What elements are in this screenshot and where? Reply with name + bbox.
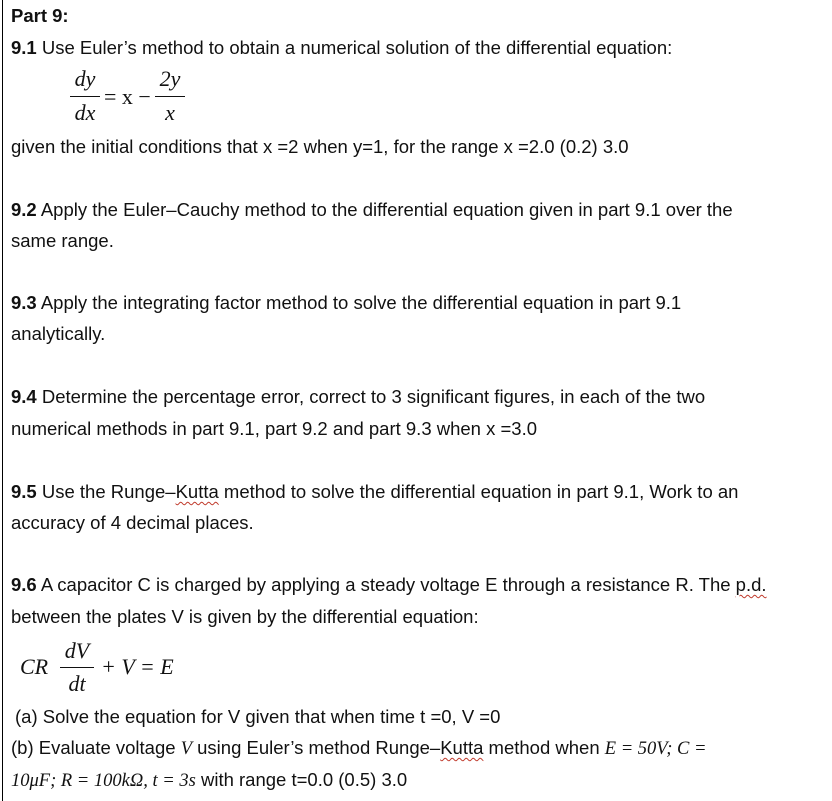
math-expression: 10μF; R = 100kΩ, t = 3s bbox=[11, 771, 196, 791]
fraction-bar bbox=[70, 96, 100, 97]
question-9-1-given: given the initial conditions that x =2 when y=1, for the range x =2.0 (0.2) 3.0 bbox=[11, 136, 629, 157]
question-number: 9.2 bbox=[11, 199, 37, 220]
fraction-bar bbox=[155, 96, 185, 97]
part-title: Part 9: bbox=[11, 5, 69, 26]
question-text: using Euler’s method Runge– bbox=[192, 737, 441, 758]
question-9-2-line1 bbox=[11, 198, 733, 222]
question-9-1 bbox=[11, 36, 672, 60]
spellcheck-word: Kutta bbox=[440, 737, 484, 758]
math-variable: V bbox=[180, 739, 192, 759]
equation-right: + V = E bbox=[101, 654, 174, 679]
fraction-numerator: 2y bbox=[159, 66, 181, 91]
question-text: Use Euler’s method to obtain a numerical solution of the differential equation: bbox=[36, 37, 673, 58]
fraction-numerator: dV bbox=[64, 638, 90, 663]
question-9-4-line2: numerical methods in part 9.1, part 9.2 and part 9.3 when x =3.0 bbox=[11, 418, 538, 439]
question-9-3-line2: analytically. bbox=[11, 323, 106, 344]
question-text: Apply the integrating factor method to solve the differential equation in part 9.1 bbox=[36, 292, 682, 313]
spellcheck-word: Kutta bbox=[175, 481, 219, 502]
question-9-6-last-line bbox=[11, 768, 407, 793]
question-9-4-line1 bbox=[11, 385, 705, 409]
question-9-6-line2: between the plates V is given by the differential equation: bbox=[11, 606, 479, 627]
math-expression: E = 50V; C = bbox=[604, 739, 707, 759]
question-text: with range t=0.0 (0.5) 3.0 bbox=[195, 769, 408, 790]
question-number: 9.1 bbox=[11, 37, 37, 58]
fraction-denominator: dx bbox=[74, 100, 96, 125]
question-text: (b) Evaluate voltage bbox=[11, 737, 181, 758]
question-number: 9.4 bbox=[11, 386, 37, 407]
question-9-5-line1 bbox=[11, 480, 738, 504]
question-text: A capacitor C is charged by applying a steady voltage E through a resistance R. The bbox=[36, 574, 736, 595]
fraction-numerator: dy bbox=[74, 66, 96, 91]
question-number: 9.5 bbox=[11, 481, 37, 502]
question-number: 9.6 bbox=[11, 574, 37, 595]
question-9-3-line1 bbox=[11, 291, 681, 315]
question-text: method to solve the differential equation in part 9.1, Work to an bbox=[218, 481, 739, 502]
equation-cr: CR bbox=[20, 654, 49, 679]
question-9-2-line2: same range. bbox=[11, 230, 114, 251]
question-text: Determine the percentage error, correct to 3 significant figures, in each of the two bbox=[36, 386, 706, 407]
question-9-6-part-a: (a) Solve the equation for V given that when time t =0, V =0 bbox=[15, 706, 501, 727]
spellcheck-word: p.d. bbox=[735, 574, 767, 595]
fraction-bar bbox=[60, 667, 94, 668]
question-9-6-part-b bbox=[11, 736, 706, 761]
fraction-denominator: dt bbox=[68, 671, 86, 696]
question-text: Apply the Euler–Cauchy method to the differential equation given in part 9.1 over the bbox=[36, 199, 733, 220]
question-text: Use the Runge– bbox=[36, 481, 176, 502]
fraction-denominator: x bbox=[165, 100, 175, 125]
equation-middle: = x − bbox=[104, 84, 151, 109]
question-9-5-line2: accuracy of 4 decimal places. bbox=[11, 512, 254, 533]
question-text: method when bbox=[483, 737, 605, 758]
question-number: 9.3 bbox=[11, 292, 37, 313]
left-border-line bbox=[2, 0, 3, 801]
question-9-6-line1 bbox=[11, 573, 767, 597]
